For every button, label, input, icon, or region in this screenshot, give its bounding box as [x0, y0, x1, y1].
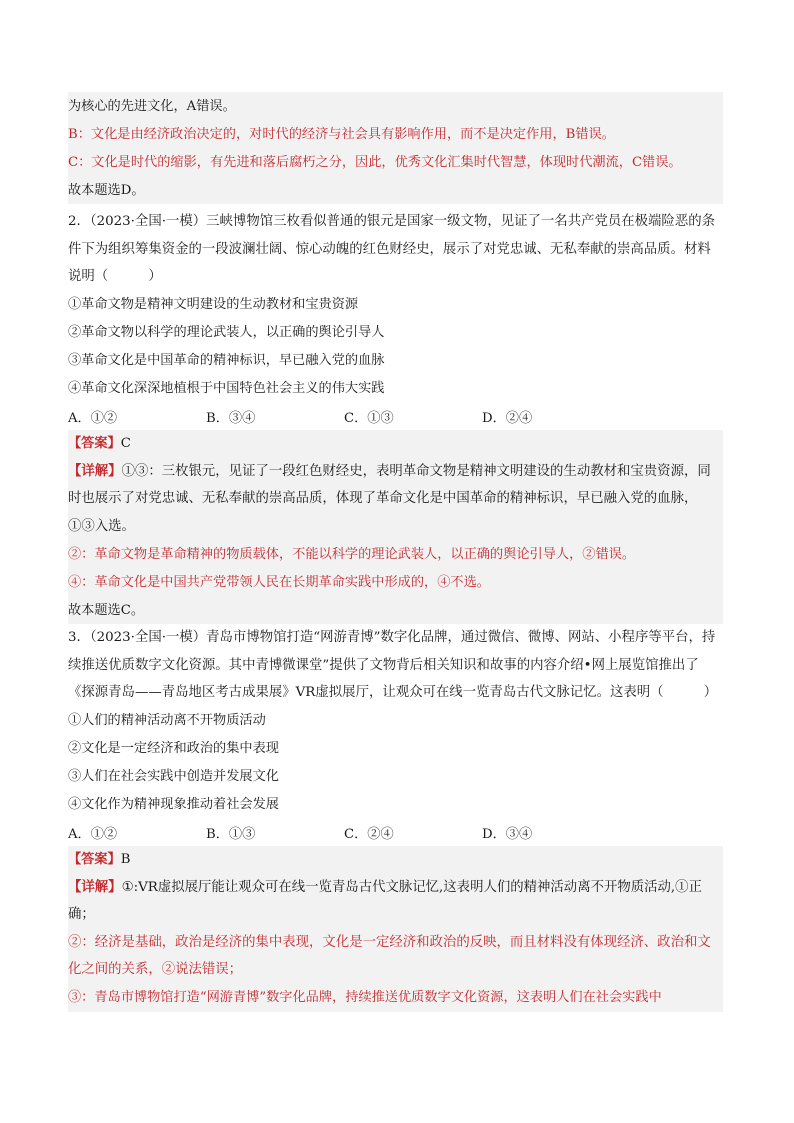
option-b: B．①③ — [206, 826, 256, 842]
detail-red-line: ④：革命文化是中国共产党带领人民在长期革命实践中形成的，④不选。 — [68, 574, 490, 590]
answer-line — [68, 430, 723, 458]
answer-options — [68, 819, 723, 846]
option-b: B．③④ — [206, 410, 256, 426]
detail-text: ①③：三枚银元，见证了一段红色财经史，表明革命文物是精神文明建设的生动教材和宝贵资源，同时也展示了对党忠诚、无私奉献的崇高品质，体现了革命文化是中国革命的精神标识，早已融入党的血脉，①③入选。 — [68, 463, 711, 534]
question-3 — [68, 624, 723, 1012]
statement-item: ②文化是一定经济和政治的集中表现 — [68, 741, 279, 756]
answer-value: B — [120, 852, 131, 867]
explanation-line: B：文化是由经济政治决定的，对时代的经济与社会具有影响作用，而不是决定作用，B错误。 — [68, 126, 615, 142]
option-d: D．③④ — [482, 826, 533, 842]
statement-item: ③人们在社会实践中创造并发展文化 — [68, 769, 279, 784]
answer-block — [68, 846, 723, 1012]
detail-tag: 【详解】 — [68, 878, 122, 895]
question-stem: 2．（2023·全国·一模）三峡博物馆三枚看似普通的银元是国家一级文物，见证了一名共产党员在极端险恶的条件下为组织筹集资金的一段波澜壮阔、惊心动魄的红色财经史，展示了对党忠诚、无私奉献的崇高品质。材料说明（ ） — [68, 214, 715, 284]
statement-item: ①革命文物是精神文明建设的生动教材和宝贵资源 — [68, 297, 359, 312]
option-c: C．①③ — [344, 410, 394, 426]
previous-answer-explanation — [68, 92, 723, 204]
explanation-line: 故本题选D。 — [68, 182, 145, 198]
document-page — [68, 92, 723, 1012]
option-a: A．①② — [68, 410, 118, 426]
statement-item: ②革命文物以科学的理论武装人，以正确的舆论引导人 — [68, 325, 385, 340]
question-stem: 3．（2023·全国·一模）青岛市博物馆打造“网游青博”数字化品牌，通过微信、微博、网站、小程序等平台，持续推送优质数字文化资源。其中青博微课堂”提供了文物背后相关知识和故事的内容介绍•网上展览馆推出了《探源青岛——青岛地区考古成果展》VR虚拟展厅，让观众可在线一览青岛古代文脉记忆。这表明（ ） — [68, 630, 718, 700]
statement-item: ①人们的精神活动离不开物质活动 — [68, 713, 266, 728]
detail-red-line: ②：革命文物是革命精神的物质载体，不能以科学的理论武装人，以正确的舆论引导人，②错误。 — [68, 546, 636, 562]
option-a: A．①② — [68, 826, 118, 842]
final-answer-line: 故本题选C。 — [68, 602, 145, 618]
option-c: C．②④ — [344, 826, 394, 842]
option-d: D．②④ — [482, 410, 533, 426]
detail-red-line: ③：青岛市博物馆打造“网游青博”数字化品牌，持续推送优质数字文化资源，这表明人们在社会实践中 — [68, 990, 662, 1005]
explanation-line: C：文化是时代的缩影，有先进和落后腐朽之分，因此，优秀文化汇集时代智慧，体现时代潮流，C错误。 — [68, 154, 682, 170]
answer-options — [68, 403, 723, 430]
answer-tag: 【答案】 — [68, 436, 121, 451]
statement-item: ③革命文化是中国革命的精神标识，早已融入党的血脉 — [68, 353, 385, 368]
statement-item: ④革命文化深深地植根于中国特色社会主义的伟大实践 — [68, 381, 385, 396]
detail-text: ①:VR虚拟展厅能让观众可在线一览青岛古代文脉记忆,这表明人们的精神活动离不开物质活动,①正确； — [68, 879, 702, 922]
answer-value: C — [120, 436, 131, 451]
explanation-line: 为核心的先进文化，A错误。 — [68, 98, 236, 114]
detail-paragraph — [68, 874, 723, 929]
detail-paragraph — [68, 458, 723, 541]
detail-tag: 【详解】 — [68, 462, 122, 479]
detail-red-paragraph: ②：经济是基础，政治是经济的集中表现，文化是一定经济和政治的反映，而且材料没有体现经济、政治和文化之间的关系，②说法错误； — [68, 934, 711, 977]
answer-line — [68, 846, 723, 874]
question-2 — [68, 208, 723, 624]
statement-item: ④文化作为精神现象推动着社会发展 — [68, 797, 279, 812]
answer-block — [68, 430, 723, 625]
answer-tag: 【答案】 — [68, 852, 121, 867]
